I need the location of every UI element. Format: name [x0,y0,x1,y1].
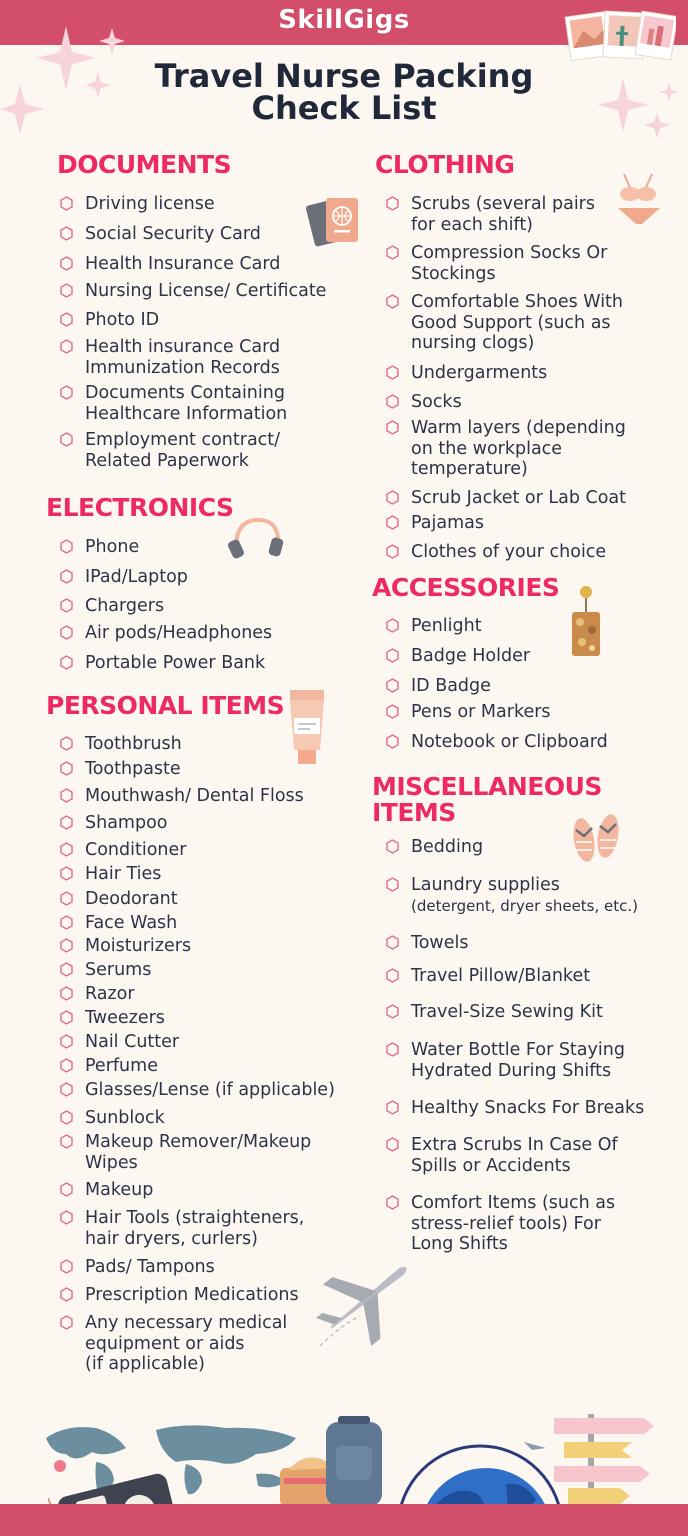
item-text-line: Moisturizers [85,936,192,956]
hexagon-bullet-icon [60,539,73,554]
hexagon-bullet-icon [60,432,73,447]
documents-list-item [85,310,159,331]
electronics-list-item [85,567,188,588]
item-text-line: Glasses/Lense (if applicable) [85,1080,335,1100]
section-heading-electronics: ELECTRONICS [46,493,234,522]
hexagon-bullet-icon [386,877,399,892]
accessories-list-item [411,702,551,723]
hexagon-bullet-icon [386,648,399,663]
electronics-list-item [85,537,139,558]
item-text-line: (detergent, dryer sheets, etc.) [411,896,639,915]
section-heading-personal-items: PERSONAL ITEMS [46,691,285,720]
item-text-line: Chargers [85,596,165,616]
hexagon-bullet-icon [60,736,73,751]
item-text-line: Water Bottle For Staying [411,1040,625,1060]
documents-list-item [85,281,326,302]
swimsuit-icon [612,168,666,228]
hexagon-bullet-icon [60,1034,73,1049]
item-text-line: Pajamas [411,513,484,533]
hexagon-bullet-icon [60,891,73,906]
item-text-line: Photo ID [85,310,160,330]
misc-list-item [411,1040,625,1081]
item-text-line: equipment or aids [85,1333,245,1354]
signpost-icon [548,1408,658,1506]
passport-icon [306,192,364,252]
personal-list-item [85,984,135,1005]
hexagon-bullet-icon [60,761,73,776]
item-text-line: IPad/Laptop [85,567,188,587]
hexagon-bullet-icon [386,196,399,211]
item-text-line: hair dryers, curlers) [85,1228,258,1249]
item-text-line: Toothpaste [85,759,181,779]
personal-list-item [85,734,182,755]
clothing-list-item [411,194,595,235]
section-heading-clothing: CLOTHING [375,150,515,179]
item-text-line: Sunblock [85,1108,165,1128]
item-text-line: Wipes [85,1152,138,1173]
clothing-list-item [411,542,606,563]
item-text-line: Air pods/Headphones [85,623,273,643]
item-text-line: Penlight [411,616,482,636]
personal-list-item [85,1313,287,1375]
hexagon-bullet-icon [386,1195,399,1210]
clothing-list-item [411,513,484,534]
item-text-line: Deodorant [85,889,178,909]
item-text-line: for each shift) [411,214,534,235]
hexagon-bullet-icon [60,598,73,613]
section-heading-documents: DOCUMENTS [57,150,232,179]
item-text-line: Related Paperwork [85,450,249,471]
item-text-line: Mouthwash/ Dental Floss [85,786,304,806]
personal-list-item [85,1032,179,1053]
misc-list-item [411,1098,644,1119]
hexagon-bullet-icon [60,256,73,271]
item-text-line: Makeup [85,1180,154,1200]
accessories-list-item [411,616,482,637]
hexagon-bullet-icon [60,938,73,953]
hexagon-bullet-icon [60,655,73,670]
hexagon-bullet-icon [386,1004,399,1019]
electronics-list-item [85,596,164,617]
personal-list-item [85,1008,165,1029]
misc-list-item [411,837,483,858]
hexagon-bullet-icon [60,915,73,930]
personal-list-item [85,1285,299,1306]
electronics-list-item [85,623,272,644]
personal-list-item [85,1132,311,1173]
hexagon-bullet-icon [386,294,399,309]
item-text-line: Spills or Accidents [411,1155,571,1176]
hexagon-bullet-icon [386,1137,399,1152]
hexagon-bullet-icon [60,339,73,354]
item-text-line: Documents Containing [85,383,285,403]
item-text-line: Portable Power Bank [85,653,266,673]
item-text-line: Comfort Items (such as [411,1193,616,1213]
item-text-line: Immunization Records [85,357,280,378]
hexagon-bullet-icon [60,1082,73,1097]
accessories-list-item [411,676,491,697]
personal-list-item [85,840,186,861]
clothing-list-item [411,488,626,509]
hexagon-bullet-icon [386,618,399,633]
item-text-line: on the workplace [411,438,563,459]
item-text-line: Travel-Size Sewing Kit [411,1002,603,1022]
item-text-line: (if applicable) [85,1354,205,1374]
item-text-line: Prescription Medications [85,1285,299,1305]
item-text-line: Hair Tools (straighteners, [85,1208,305,1228]
hexagon-bullet-icon [386,365,399,380]
item-text-line: Health insurance Card [85,337,281,357]
personal-list-item [85,1257,215,1278]
item-text-line: Healthcare Information [85,403,288,424]
hexagon-bullet-icon [386,839,399,854]
documents-list-item [85,254,280,275]
item-text-line: Stockings [411,263,496,284]
clothing-list-item [411,392,462,413]
item-text-line: Phone [85,537,140,557]
item-text-line: Scrub Jacket or Lab Coat [411,488,627,508]
item-text-line: Face Wash [85,913,178,933]
page-title [0,57,688,127]
clothing-list-item [411,363,547,384]
personal-list-item [85,759,181,780]
item-text-line: Travel Pillow/Blanket [411,966,591,986]
headphones-icon [228,512,284,564]
item-text-line: Any necessary medical [85,1313,288,1333]
hexagon-bullet-icon [60,226,73,241]
documents-list-item [85,430,280,471]
item-text-line: Serums [85,960,152,980]
hexagon-bullet-icon [60,625,73,640]
skillgigs-logo: SkillGigs [278,5,410,35]
personal-list-item [85,1056,158,1077]
hexagon-bullet-icon [386,245,399,260]
item-text-line: Pads/ Tampons [85,1257,215,1277]
misc-list-item [411,966,590,987]
item-text-line: Laundry supplies [411,875,560,895]
misc-heading-line-2: ITEMS [372,798,456,827]
badge-holder-icon [566,584,606,662]
item-text-line: Bedding [411,837,484,857]
personal-list-item [85,889,178,910]
item-text-line: Driving license [85,194,215,214]
hexagon-bullet-icon [60,1110,73,1125]
personal-list-item [85,913,177,934]
personal-list-item [85,960,151,981]
item-text-line: Razor [85,984,135,1004]
hexagon-bullet-icon [60,1010,73,1025]
personal-list-item [85,1080,335,1101]
item-text-line: Perfume [85,1056,158,1076]
item-text-line: Comfortable Shoes With [411,292,624,312]
hexagon-bullet-icon [386,935,399,950]
clothing-list-item [411,418,626,480]
hexagon-bullet-icon [386,1042,399,1057]
item-text-line: Hair Ties [85,864,162,884]
title-line-1: Travel Nurse Packing [154,57,534,95]
misc-heading-line-1: MISCELLANEOUS [372,772,602,801]
personal-list-item [85,936,191,957]
misc-list-item [411,933,468,954]
item-text-line: Health Insurance Card [85,254,281,274]
misc-list-item [411,875,638,916]
personal-list-item [85,813,168,834]
clothing-list-item [411,292,623,354]
hexagon-bullet-icon [386,704,399,719]
misc-list-item [411,1002,603,1023]
cream-tube-icon [284,688,330,768]
item-text-line: Notebook or Clipboard [411,732,608,752]
item-text-line: nursing clogs) [411,333,535,353]
hexagon-bullet-icon [60,1259,73,1274]
item-text-line: Healthy Snacks For Breaks [411,1098,645,1118]
misc-list-item [411,1193,615,1255]
hexagon-bullet-icon [60,1287,73,1302]
item-text-line: Compression Socks Or [411,243,608,263]
personal-list-item [85,1208,304,1249]
item-text-line: Scrubs (several pairs [411,194,595,214]
hexagon-bullet-icon [60,196,73,211]
item-text-line: Hydrated During Shifts [411,1060,612,1081]
hexagon-bullet-icon [60,962,73,977]
documents-list-item [85,194,215,215]
item-text-line: Shampoo [85,813,168,833]
personal-list-item [85,1108,165,1129]
accessories-list-item [411,732,608,753]
hexagon-bullet-icon [60,842,73,857]
hexagon-bullet-icon [386,544,399,559]
hexagon-bullet-icon [60,788,73,803]
bottom-banner [0,1504,688,1536]
flip-flops-icon [566,806,626,866]
hexagon-bullet-icon [60,1315,73,1330]
documents-list-item [85,337,280,378]
item-text-line: Warm layers (depending [411,418,626,438]
item-text-line: Employment contract/ [85,430,281,450]
luggage-icon [280,1416,404,1506]
item-text-line: Nail Cutter [85,1032,180,1052]
hexagon-bullet-icon [386,394,399,409]
title-line-2: Check List [251,89,437,127]
item-text-line: Conditioner [85,840,187,860]
clothing-list-item [411,243,607,284]
personal-list-item [85,1180,153,1201]
hexagon-bullet-icon [60,1182,73,1197]
item-text-line: ID Badge [411,676,491,696]
item-text-line: Good Support (such as [411,312,611,333]
item-text-line: Extra Scrubs In Case Of [411,1135,618,1155]
documents-list-item [85,383,287,424]
item-text-line: Clothes of your choice [411,542,607,562]
hexagon-bullet-icon [386,420,399,435]
hexagon-bullet-icon [60,986,73,1001]
hexagon-bullet-icon [386,678,399,693]
hexagon-bullet-icon [386,490,399,505]
item-text-line: Socks [411,392,462,412]
item-text-line: Badge Holder [411,646,531,666]
item-text-line: Tweezers [85,1008,165,1028]
hexagon-bullet-icon [60,385,73,400]
item-text-line: Long Shifts [411,1234,508,1254]
item-text-line: Undergarments [411,363,548,383]
personal-list-item [85,786,304,807]
hexagon-bullet-icon [386,968,399,983]
misc-list-item [411,1135,618,1176]
item-text-line: Towels [411,933,469,953]
item-text-line: Social Security Card [85,224,261,244]
hexagon-bullet-icon [60,1058,73,1073]
documents-list-item [85,224,261,245]
hexagon-bullet-icon [60,1134,73,1149]
airplane-icon [300,1236,430,1356]
item-text-line: temperature) [411,459,528,479]
item-text-line: Toothbrush [85,734,182,754]
section-heading-accessories: ACCESSORIES [372,573,560,602]
hexagon-bullet-icon [60,866,73,881]
personal-list-item [85,864,161,885]
electronics-list-item [85,653,265,674]
item-text-line: stress-relief tools) For [411,1213,601,1234]
hexagon-bullet-icon [60,312,73,327]
hexagon-bullet-icon [386,1100,399,1115]
hexagon-bullet-icon [60,283,73,298]
item-text-line: Nursing License/ Certificate [85,281,327,301]
item-text-line: Pens or Markers [411,702,551,722]
hexagon-bullet-icon [386,734,399,749]
accessories-list-item [411,646,530,667]
hexagon-bullet-icon [386,515,399,530]
hexagon-bullet-icon [60,569,73,584]
item-text-line: Makeup Remover/Makeup [85,1132,312,1152]
hexagon-bullet-icon [60,1210,73,1225]
hexagon-bullet-icon [60,815,73,830]
